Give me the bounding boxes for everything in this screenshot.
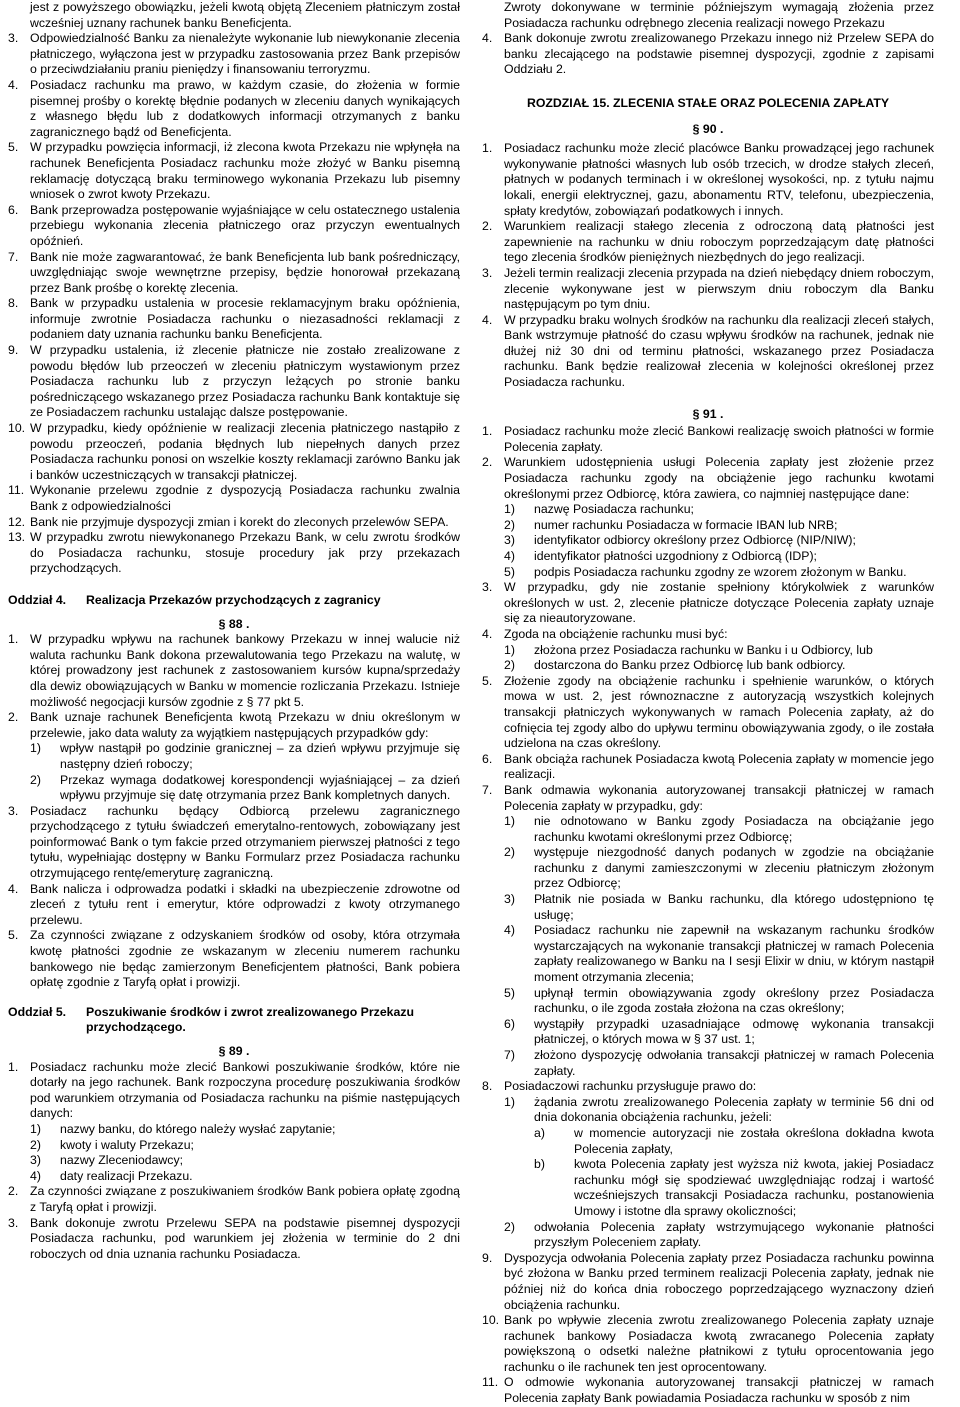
- subsub-item-number: b): [534, 1157, 545, 1172]
- sub-list: [504, 1095, 934, 1251]
- item-number: 8.: [482, 1079, 493, 1094]
- chapter-heading: ROZDZIAŁ 15. ZLECENIA STAŁE ORAZ POLECENIA ZAPŁATY: [526, 95, 890, 110]
- sub-item-text: Płatnik nie posiada w Banku rachunku, dla którego udostępniono tę usługę;: [534, 892, 934, 922]
- paragraph-number: § 90 .: [692, 121, 724, 136]
- list-item: [8, 928, 460, 990]
- subsub-item-number: a): [534, 1125, 545, 1140]
- list-item: [8, 250, 460, 297]
- item-text: Wykonanie przelewu zgodnie z dyspozycją Posiadacza rachunku zwalnia Bank z odpowiedzialności: [30, 483, 460, 513]
- sub-item-text: identyfikator odbiorcy określony przez Odbiorcę (NIP/NIW);: [534, 533, 856, 548]
- item-number: 6.: [482, 751, 493, 766]
- sub-item-text: nazwy Zleceniodawcy;: [60, 1153, 184, 1168]
- sub-item-number: 5): [504, 564, 515, 579]
- sub-item-number: 1): [30, 1121, 41, 1136]
- sub-item-text-block: [60, 1122, 460, 1138]
- sub-item: [504, 565, 934, 581]
- sub-item-text: żądania zwrotu zrealizowanego Polecenia zapłaty w terminie 56 dni od dnia dokonania obciążenia rachunku, jeżeli:: [534, 1094, 934, 1125]
- sub-item-number: 3): [504, 533, 515, 548]
- item-text-block: [30, 1184, 460, 1215]
- sub-item-text-block: [534, 502, 934, 518]
- item-number: 10.: [482, 1313, 500, 1328]
- sub-item-text: występuje niezgodność danych podanych w zgodzie na obciążanie rachunku z danymi zamieszczonymi w zleceniu płatniczym złożonym przez Odbiorcę;: [534, 845, 934, 891]
- list-item: [482, 674, 934, 752]
- item-text: Bank odmawia wykonania autoryzowanej transakcji płatniczej w ramach Polecenia zapłaty w przypadku, gdy:: [504, 782, 934, 813]
- item-number: 5.: [8, 928, 19, 943]
- list-item: [8, 882, 460, 929]
- sub-item-text-block: [534, 986, 934, 1017]
- section-title: Poszukiwanie środków i zwrot zrealizowanego Przekazu przychodzącego.: [86, 1004, 414, 1035]
- item-number: 4.: [482, 312, 493, 327]
- sub-item: [504, 518, 934, 534]
- sub-item-text: podpis Posiadacza rachunku zgodny ze wzorem złożonym w Banku.: [534, 564, 907, 579]
- item-text-block: [30, 343, 460, 421]
- item-number: 2.: [8, 1184, 19, 1199]
- sub-item-text: nie odnotowano w Banku zgody Posiadacza na obciążanie jego rachunku kwotami określonymi przez Odbiorcę;: [534, 814, 934, 844]
- item-text-block: [504, 783, 934, 1079]
- item-text-block: [30, 421, 460, 483]
- sub-item-text: upłynął termin obowiązywania zgody określony przez Posiadacza rachunku, o ile zgoda została złożona na czas określony;: [534, 985, 934, 1016]
- list-item: [8, 140, 460, 202]
- item-text-block: [30, 483, 460, 514]
- item-text: Warunkiem realizacji stałego zlecenia z odroczoną datą płatności jest zapewnienie na rachunku w dniu roboczym poprzedzającym datę płatności tego zlecenia środków pieniężnych niezbędnych do jego realizacji.: [504, 219, 934, 265]
- item-text: Zwroty dokonywane w terminie późniejszym wymagają złożenia przez Posiadacza rachunku odrębnego zlecenia realizacji nowego Przekazu: [504, 0, 934, 30]
- item-text-block: [30, 140, 460, 202]
- list-item: [482, 1313, 934, 1375]
- sub-item-text-block: [534, 658, 934, 674]
- item-text-block: [504, 752, 934, 783]
- item-text: W przypadku ustalenia, iż zlecenie płatnicze nie zostało zrealizowane z powodu błędów lub przeoczeń w zleceniu płatniczym wystawionym przez Posiadacza rachunku lub z przyczyn leżących po stronie banku pośredniczącego wskazanego przez Posiadacza rachunku Bank kontaktuje się ze Posiadaczem rachunku ustalając dalsze postępowanie.: [30, 343, 460, 420]
- sub-item-number: 1): [504, 1094, 515, 1109]
- list-item: [8, 483, 460, 514]
- item-number: 2.: [482, 219, 493, 234]
- sub-item-number: 2): [504, 658, 515, 673]
- item-text: Warunkiem udostępnienia usługi Polecenia zapłaty jest złożenie przez Posiadacza rachunku zgody na obciążenie jego rachunku kwotami określonymi przez Odbiorcę, która zawiera, co najmniej następujące dane:: [504, 455, 934, 501]
- item-text-block: [30, 78, 460, 140]
- sub-item-text-block: [534, 1017, 934, 1048]
- list-item: [482, 1375, 934, 1406]
- item-number: 3.: [482, 580, 493, 595]
- subsub-item-text: w momencie autoryzacji nie została określona dokładna kwota Polecenia zapłaty,: [574, 1125, 934, 1156]
- list-item: [482, 627, 934, 674]
- item-text: Za czynności związane z odzyskaniem środków od osoby, która otrzymała kwotę płatności zgodnie ze wskazanym w zleceniu numerem rachunku bankowego nie będąc zamierzonym Beneficjentem płatności, Bank pobiera opłatę zgodnie z Taryfą opłat i prowizji.: [30, 928, 460, 990]
- item-text: Jeżeli termin realizacji zlecenia przypada na dzień niebędący dniem roboczym, zlecenie wykonywane jest w pierwszym dniu roboczym dla Banku następującym po tym dniu.: [504, 265, 934, 312]
- sub-item-text: wystąpiły przypadki uzasadniające odmowę wykonania transakcji płatniczej, o których mowa w § 37 ust. 1;: [534, 1016, 934, 1047]
- list-item: [8, 1216, 460, 1263]
- item-number: 9.: [8, 343, 19, 358]
- item-number: 12.: [8, 514, 26, 529]
- item-number: 7.: [8, 249, 19, 264]
- sub-item: [504, 814, 934, 845]
- sub-list: [30, 741, 460, 803]
- sub-item: [504, 533, 934, 549]
- sub-item-text: numer rachunku Posiadacza w formacie IBAN lub NRB;: [534, 517, 838, 532]
- item-number: 3.: [482, 265, 493, 280]
- continuation-text: [482, 0, 934, 31]
- sub-item-number: 5): [504, 985, 515, 1000]
- item-number: 1.: [482, 424, 493, 439]
- sub-item-text: złożona przez Posiadacza rachunku w Banku i u Odbiorcy, lub: [534, 642, 873, 657]
- list-item: [482, 313, 934, 391]
- paragraph-number: § 91 .: [692, 406, 724, 421]
- item-number: 13.: [8, 530, 26, 545]
- sub-item-number: 4): [504, 549, 515, 563]
- sub-item-text-block: [60, 1169, 460, 1185]
- item-text-block: [504, 219, 934, 266]
- list-item: [482, 266, 934, 313]
- sub-item-text: nazwę Posiadacza rachunku;: [534, 502, 694, 517]
- item-text: W przypadku powzięcia informacji, iż zlecona kwota Przekazu nie wpłynęła na rachunek Beneficjenta Posiadacz rachunku może złożyć w Banku pisemną reklamację dotyczącą braku terminowego wykonania Przekazu lub pisemny wniosek o zwrot kwoty Przekazu.: [30, 140, 460, 202]
- sub-item-number: 1): [30, 741, 41, 756]
- item-text: W przypadku braku wolnych środków na rachunku dla realizacji zleceń stałych, Bank wstrzymuje płatność do czasu wpływu środków na rachunek, jednak nie dłużej niż 30 dni od terminu płatności, wskazanego przez Posiadacza rachunku. Bank będzie realizował zlecenia w kolejności określonej przez Posiadacza rachunku.: [504, 312, 934, 390]
- item-text-block: [30, 1060, 460, 1185]
- item-text: Złożenie zgody na obciążenie rachunku i spełnienie warunków, o których mowa w ust. 2, jest równoznaczne z autoryzacją wszystkich kolejnych transakcji płatniczych wykonywanych w ramach Polecenia zapłaty, aż do cofnięcia tej zgody albo do upływu terminu obowiązywania zgody, o ile została udzielona na czas określony.: [504, 673, 934, 751]
- sub-item-text-block: [534, 565, 934, 581]
- list-item: [482, 1079, 934, 1251]
- item-text: Bank w przypadku ustalenia w procesie reklamacyjnym braku opóźnienia, informuje zwrotnie Posiadacza rachunku o niezasadności reklamacji z podaniem daty uznania rachunku banku Beneficjenta.: [30, 296, 460, 342]
- section-label: Oddział 5.: [8, 1004, 67, 1019]
- item-number: 2.: [8, 710, 19, 725]
- list-item: [482, 31, 934, 78]
- sub-item-text: wpływ nastąpił po godzinie granicznej – za dzień wpływu przyjmuje się następny dzień roboczy;: [60, 741, 460, 771]
- sub-item-text-block: [534, 892, 934, 923]
- sub-item-text-block: [60, 1138, 460, 1154]
- sub-item-number: 1): [504, 814, 515, 829]
- list-item: [482, 752, 934, 783]
- list-item: [482, 1251, 934, 1313]
- item-text-block: [30, 515, 460, 531]
- sub-item-number: 7): [504, 1048, 515, 1062]
- sub-item: [504, 658, 934, 674]
- list-item: [8, 78, 460, 140]
- sub-list: [504, 814, 934, 1079]
- sub-item-text-block: [60, 1153, 460, 1169]
- list-item: [8, 1060, 460, 1185]
- item-text: Bank po wpływie zlecenia zwrotu zrealizowanego Polecenia zapłaty uznaje rachunek bankowy Posiadacza kwotą zwracanego Polecenia zapłaty powiększoną o odsetki należne płatnikowi z tytułu oprocentowania jego rachunku o ile rachunek ten jest oprocentowany.: [504, 1313, 934, 1374]
- item-text-block: [30, 296, 460, 343]
- item-text-block: [504, 674, 934, 752]
- item-text-block: [30, 882, 460, 929]
- item-text-block: [30, 632, 460, 710]
- item-text: Posiadacz rachunku może zlecić Bankowi poszukiwanie środków, które nie dotarły na jego rachunek. Bank rozpoczyna procedurę poszukiwania środków pod warunkiem otrzymania od Posiadacza rachunku na piśmie następujących danych:: [30, 1059, 460, 1121]
- list-item: [8, 296, 460, 343]
- list-item: [482, 580, 934, 627]
- item-number: 1.: [8, 1059, 19, 1074]
- subsub-item: [534, 1126, 934, 1157]
- sub-list: [30, 1122, 460, 1184]
- section-heading: [8, 1005, 460, 1036]
- sub-item-text-block: [534, 1048, 934, 1079]
- item-text: W przypadku wpływu na rachunek bankowy Przekazu w innej walucie niż waluta rachunku Bank dokona przewalutowania tego Przekazu na walutę, w której prowadzony jest rachunek z zastosowaniem kursów kupna/sprzedaży dla dewiz obowiązujących w Banku w momencie rozliczania Przekazu. Istnieje możliwość negocjacji kursów zgodnie z § 77 pkt 5.: [30, 632, 460, 709]
- item-number: 3.: [8, 31, 19, 46]
- item-text: Posiadacz rachunku może zlecić placówce Banku prowadzącej jego rachunek wykonywanie płatności własnych lub osób trzecich, w drodze stałych zleceń, płatnych w podanych terminach i w określonej wysokości, np. z tytułu najmu lokali, energii elektrycznej, gazu, abonamentu RTV, telefonu, ubezpieczenia, spłaty kredytów, zobowiązań podatkowych i innych.: [504, 141, 934, 218]
- item-text: Odpowiedzialność Banku za nienależyte wykonanie lub niewykonanie zlecenia płatniczego, wyłączona jest w przypadku zastosowania przez Bank przepisów o przeciwdziałaniu praniu pieniędzy i finansowaniu terroryzmu.: [30, 31, 460, 77]
- list-item: [8, 203, 460, 250]
- sub-list: [504, 502, 934, 580]
- paragraph-number: § 89 .: [218, 1044, 250, 1058]
- item-number: 6.: [8, 202, 19, 217]
- sub-item-text-block: [534, 1220, 934, 1251]
- item-number: 3.: [8, 803, 19, 818]
- item-number: 11.: [8, 483, 25, 498]
- item-text-block: [504, 313, 934, 391]
- item-text-block: [504, 1251, 934, 1313]
- item-number: 3.: [8, 1215, 19, 1230]
- list-item: [482, 455, 934, 580]
- item-text: jest z powyższego obowiązku, jeżeli kwotą objętą Zleceniem płatniczym został wcześniej uznany rachunek banku Beneficjenta.: [30, 0, 460, 30]
- item-text: Bank nalicza i odprowadza podatki i składki na ubezpieczenie zdrowotne od zleceń z tytułu rent i emerytur, które odprowadzi z kwoty otrzymanego przelewu.: [30, 881, 460, 927]
- sub-item-text-block: [534, 533, 934, 549]
- item-text: Posiadacz rachunku może zlecić Bankowi realizację swoich płatności w formie Polecenia zapłaty.: [504, 424, 934, 454]
- sub-item: [504, 1048, 934, 1079]
- item-text: Bank dokonuje zwrotu zrealizowanego Przekazu innego niż Przelew SEPA do banku zlecającego na podstawie pisemnej dyspozycji, zgodnie z zapisami Oddziału 2.: [504, 31, 934, 77]
- item-text: Bank obciąża rachunek Posiadacza kwotą Polecenia zapłaty w momencie jego realizacji.: [504, 751, 934, 782]
- section-heading: [8, 593, 460, 609]
- item-number: 11.: [482, 1375, 499, 1390]
- list-item: [8, 515, 460, 531]
- sub-item-number: 2): [504, 1219, 515, 1234]
- paragraph-number: § 88 .: [218, 616, 250, 631]
- item-text: Bank przeprowadza postępowanie wyjaśniające w celu ostatecznego ustalenia przebiegu wykonania zlecenia płatniczego oraz przyczyn ewentualnych opóźnień.: [30, 202, 460, 248]
- sub-item: [30, 1122, 460, 1138]
- item-text: Dyspozycja odwołania Polecenia zapłaty przez Posiadacza rachunku powinna być złożona w Banku przed terminem realizacji Polecenia zapłaty, jednak nie później niż do końca dnia roboczego poprzedzającego wyznaczony dzień obciążenia rachunku.: [504, 1250, 934, 1312]
- subsub-item-text: kwota Polecenia zapłaty jest wyższa niż kwota, jakiej Posiadacz rachunku mógł się spodziewać uwzględniając rodzaj i wartość wcześniejszych transakcji Posiadacza rachunku, postanowienia Umowy i istotne dla sprawy okoliczności;: [574, 1157, 934, 1218]
- left-column: [8, 0, 460, 1262]
- sub-item-text-block: [534, 845, 934, 892]
- sub-item-text: złożono dyspozycję odwołania transakcji płatniczej w ramach Polecenia zapłaty.: [534, 1048, 934, 1078]
- sub-item-number: 2): [30, 772, 41, 787]
- item-text: W przypadku, gdy nie zostanie spełniony którykolwiek z warunków określonych w ust. 2, zlecenie płatnicze dotyczące Polecenia zapłaty uznaje się za nieautoryzowane.: [504, 580, 934, 626]
- item-text-block: [30, 804, 460, 882]
- item-number: 4.: [482, 31, 493, 46]
- sub-item-number: 6): [504, 1016, 515, 1031]
- sub-item-text: dostarczona do Banku przez Odbiorcę lub bank odbiorcy.: [534, 658, 846, 673]
- sub-item: [504, 549, 934, 565]
- sub-item: [504, 892, 934, 923]
- sub-item-text-block: [534, 643, 934, 659]
- list-item: [8, 31, 460, 78]
- sub-item: [504, 643, 934, 659]
- continuation-text: [8, 0, 460, 31]
- section-title: Realizacja Przekazów przychodzących z zagranicy: [86, 592, 381, 607]
- item-number: 4.: [8, 881, 19, 896]
- list-item: [482, 783, 934, 1079]
- item-text-block: [30, 1216, 460, 1263]
- item-text: Za czynności związane z poszukiwaniem środków Bank pobiera opłatę zgodną z Taryfą opłat i prowizji.: [30, 1184, 460, 1214]
- sub-item-text: Przekaz wymaga dodatkowej korespondencji wyjaśniającej – za dzień wpływu przyjmuje się datę otrzymania przez Bank kompletnych danych.: [60, 772, 460, 803]
- sub-item-number: 1): [504, 502, 515, 517]
- item-text: Posiadacz rachunku ma prawo, w każdym czasie, do złożenia w formie pisemnej prośby o korektę błędnie podanych w zleceniu danych wynikających z własnego błędu lub z dodatkowych informacji otrzymanych z banku zagranicznego bądź od Beneficjenta.: [30, 77, 460, 139]
- sub-item: [30, 1169, 460, 1185]
- item-text-block: [504, 580, 934, 627]
- sub-item-text-block: [534, 549, 934, 565]
- item-number: 10.: [8, 421, 26, 436]
- list-item: [482, 141, 934, 219]
- sub-item-text: daty realizacji Przekazu.: [60, 1168, 193, 1183]
- right-column: [482, 0, 934, 1407]
- item-text: Posiadacz rachunku będący Odbiorcą przelewu zagranicznego przychodzącego z tytułu świadczeń emerytalno-rentowych, zobowiązany jest poinformować Bank o tym fakcie przed otrzymaniem pierwszej płatności z tego tytułu, wypełniając dostępny w Banku Formularz przez Posiadacza rachunku otrzymującego rentę/emeryturę zagraniczną.: [30, 803, 460, 881]
- list-item: [482, 219, 934, 266]
- item-text: W przypadku, kiedy opóźnienie w realizacji zlecenia płatniczego nastąpiło z powodu przeoczeń, podania błędnych lub niepełnych danych przez Posiadacza rachunku ponosi on wszelkie koszty reklamacji zarówno Banku jak i banków uczestniczących w transakcji płatniczej.: [30, 421, 460, 482]
- sub-item: [504, 923, 934, 985]
- item-text: O odmowie wykonania autoryzowanej transakcji płatniczej w ramach Polecenia zapłaty Bank powiadamia Posiadacza rachunku w sposób z nim: [504, 1375, 934, 1406]
- list-item: [8, 804, 460, 882]
- list-item: [482, 424, 934, 455]
- sub-item: [504, 986, 934, 1017]
- sub-item-text-block: [60, 741, 460, 772]
- list-item: [8, 710, 460, 804]
- sub-item: [30, 773, 460, 804]
- item-text: Bank dokonuje zwrotu Przelewu SEPA na podstawie pisemnej dyspozycji Posiadacza rachunku, pod warunkiem jej złożenia w terminie do 2 dni roboczych od dnia uznania rachunku Posiadacza.: [30, 1215, 460, 1261]
- sub-item-text-block: [534, 814, 934, 845]
- item-number: 9.: [482, 1250, 493, 1265]
- sub-item-number: 2): [504, 517, 515, 532]
- subsub-item: [534, 1157, 934, 1219]
- sub-item: [504, 845, 934, 892]
- sub-item-text: kwoty i waluty Przekazu;: [60, 1137, 194, 1152]
- item-text-block: [504, 627, 934, 674]
- sub-item: [504, 1095, 934, 1220]
- item-text: W przypadku zwrotu niewykonanego Przekazu Bank, w celu zwrotu środków do Posiadacza rachunku, stosuje procedury jak przy przekazach przychodzących.: [30, 530, 460, 576]
- sub-item-number: 3): [30, 1153, 41, 1168]
- item-text-block: [504, 424, 934, 455]
- sub-item-text: Posiadacz rachunku nie zapewnił na wskazanym rachunku środków wystarczających na wykonanie transakcji płatniczej w ramach Polecenia zapłaty realizowanego w Banku na I sesji Elixir w dniu, w którym nastąpił moment otrzymania zlecenia;: [534, 923, 934, 985]
- sub-item-text-block: [534, 518, 934, 534]
- item-text-block: [504, 1313, 934, 1375]
- item-text-block: [30, 250, 460, 297]
- sub-item-number: 2): [504, 845, 515, 860]
- sub-item-text-block: [60, 773, 460, 804]
- item-number: 4.: [8, 77, 19, 92]
- sub-item: [504, 1220, 934, 1251]
- sub-item-number: 4): [504, 923, 515, 938]
- item-text-block: [504, 455, 934, 580]
- item-text-block: [504, 1079, 934, 1251]
- item-text-block: [30, 530, 460, 577]
- item-number: 5.: [8, 140, 19, 155]
- sub-item-number: 1): [504, 642, 515, 657]
- item-text: Zgoda na obciążenie rachunku musi być:: [504, 626, 728, 641]
- sub-item-text: nazwy banku, do którego należy wysłać zapytanie;: [60, 1121, 336, 1136]
- item-number: 2.: [482, 455, 493, 470]
- item-number: 8.: [8, 296, 19, 311]
- sub-item-text-block: [534, 1095, 934, 1220]
- item-number: 4.: [482, 626, 493, 641]
- list-item: [8, 530, 460, 577]
- item-text-block: [504, 141, 934, 219]
- section-label: Oddział 4.: [8, 592, 67, 607]
- item-text: Bank nie może zagwarantować, że bank Beneficjenta lub bank pośredniczący, uwzględniając swoje wewnętrzne przepisy, będzie honorował przekazaną przez Bank prośbę o korektę zlecenia.: [30, 249, 460, 295]
- item-text: Bank nie przyjmuje dyspozycji zmian i korekt do zleconych przelewów SEPA.: [30, 514, 449, 529]
- list-item: [8, 343, 460, 421]
- item-text-block: [30, 928, 460, 990]
- item-text-block: [30, 203, 460, 250]
- item-number: 7.: [482, 782, 493, 797]
- sub-item: [30, 741, 460, 772]
- item-text-block: [504, 31, 934, 78]
- item-number: 1.: [482, 141, 493, 156]
- list-item: [8, 1184, 460, 1215]
- item-text: Bank uznaje rachunek Beneficjenta kwotą Przekazu w dniu określonym w przelewie, jako data waluty za wyjątkiem następujących przypadków gdy:: [30, 710, 460, 740]
- item-text-block: [30, 31, 460, 78]
- sub-list: [504, 643, 934, 674]
- sub-item: [30, 1138, 460, 1154]
- item-number: 1.: [8, 632, 19, 647]
- sub-item: [504, 502, 934, 518]
- item-text-block: [30, 710, 460, 804]
- sub-item: [504, 1017, 934, 1048]
- sub-item-text: odwołania Polecenia zapłaty wstrzymującego wykonanie płatności przyszłym Poleceniem zapłaty.: [534, 1219, 934, 1250]
- sub-item-number: 4): [30, 1168, 41, 1183]
- item-text: Posiadaczowi rachunku przysługuje prawo do:: [504, 1079, 757, 1094]
- item-text-block: [504, 1375, 934, 1406]
- sub-item-number: 3): [504, 892, 515, 907]
- list-item: [8, 632, 460, 710]
- sub-item: [30, 1153, 460, 1169]
- list-item: [8, 421, 460, 483]
- sub-item-text: identyfikator płatności uzgodniony z Odbiorcą (IDP);: [534, 549, 817, 563]
- sub-item-number: 2): [30, 1137, 41, 1152]
- item-text-block: [504, 266, 934, 313]
- item-number: 5.: [482, 673, 493, 688]
- sub-item-text-block: [534, 923, 934, 985]
